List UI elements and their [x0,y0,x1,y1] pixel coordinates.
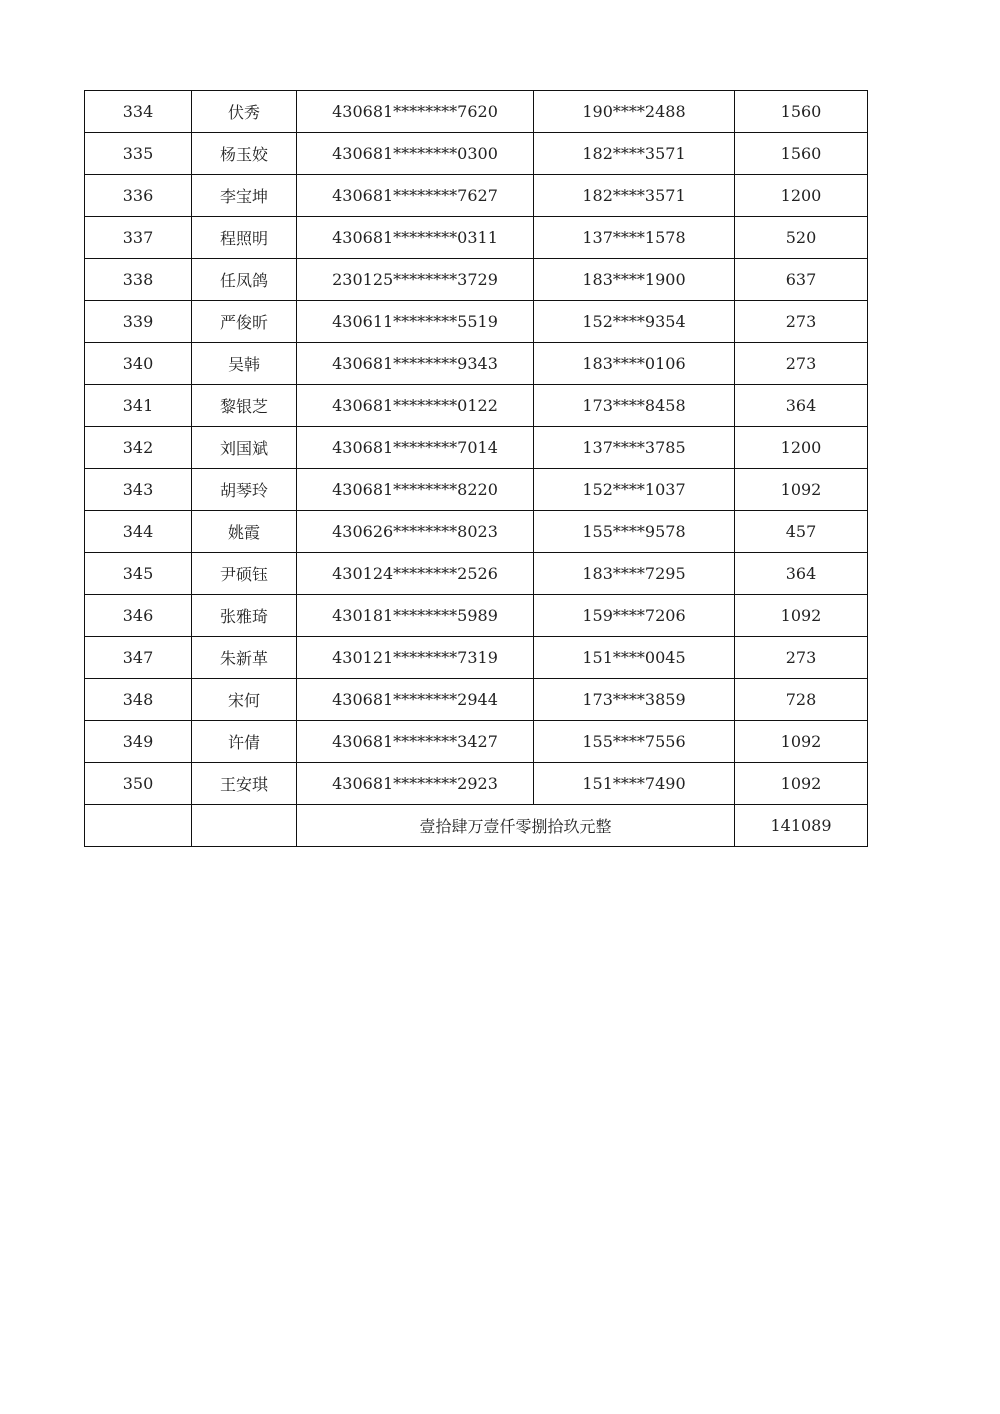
row-number: 341 [85,385,192,427]
id-number: 430124********2526 [297,553,534,595]
phone-number: 183****7295 [534,553,735,595]
row-number: 350 [85,763,192,805]
row-number: 334 [85,91,192,133]
phone-number: 137****1578 [534,217,735,259]
id-number: 430681********7627 [297,175,534,217]
row-number: 344 [85,511,192,553]
phone-number: 182****3571 [534,175,735,217]
phone-number: 155****9578 [534,511,735,553]
phone-number: 159****7206 [534,595,735,637]
row-number: 348 [85,679,192,721]
table-row [85,637,868,679]
amount: 273 [735,343,868,385]
person-name: 伏秀 [192,91,297,133]
row-number: 338 [85,259,192,301]
id-number: 230125********3729 [297,259,534,301]
id-number: 430681********7620 [297,91,534,133]
amount: 1092 [735,763,868,805]
id-number: 430681********9343 [297,343,534,385]
row-number: 343 [85,469,192,511]
table-row [85,679,868,721]
table-body [85,91,868,847]
table-row [85,469,868,511]
phone-number: 155****7556 [534,721,735,763]
person-name: 程照明 [192,217,297,259]
row-number: 337 [85,217,192,259]
person-name: 胡琴玲 [192,469,297,511]
id-number: 430681********7014 [297,427,534,469]
row-number: 342 [85,427,192,469]
amount: 1092 [735,595,868,637]
person-name: 严俊昕 [192,301,297,343]
phone-number: 183****0106 [534,343,735,385]
amount: 1092 [735,721,868,763]
total-empty-cell [192,805,297,847]
person-name: 黎银芝 [192,385,297,427]
table-row [85,385,868,427]
person-name: 张雅琦 [192,595,297,637]
table-row [85,259,868,301]
table-row [85,175,868,217]
phone-number: 190****2488 [534,91,735,133]
person-name: 姚霞 [192,511,297,553]
amount: 1560 [735,91,868,133]
phone-number: 183****1900 [534,259,735,301]
table-row [85,343,868,385]
amount: 273 [735,301,868,343]
amount: 520 [735,217,868,259]
row-number: 346 [85,595,192,637]
row-number: 339 [85,301,192,343]
amount: 364 [735,385,868,427]
table-row [85,301,868,343]
person-name: 许倩 [192,721,297,763]
person-name: 杨玉姣 [192,133,297,175]
table-row [85,427,868,469]
total-empty-cell [85,805,192,847]
phone-number: 152****1037 [534,469,735,511]
amount: 728 [735,679,868,721]
person-name: 刘国斌 [192,427,297,469]
table-row [85,721,868,763]
person-name: 王安琪 [192,763,297,805]
id-number: 430681********0300 [297,133,534,175]
row-number: 335 [85,133,192,175]
table-row [85,511,868,553]
phone-number: 173****3859 [534,679,735,721]
id-number: 430681********0311 [297,217,534,259]
table-row [85,595,868,637]
row-number: 345 [85,553,192,595]
id-number: 430181********5989 [297,595,534,637]
payment-list-table [84,90,868,847]
amount: 1200 [735,427,868,469]
amount: 273 [735,637,868,679]
amount: 457 [735,511,868,553]
id-number: 430121********7319 [297,637,534,679]
table-row [85,763,868,805]
person-name: 吴韩 [192,343,297,385]
amount: 637 [735,259,868,301]
id-number: 430681********2944 [297,679,534,721]
total-amount-in-words: 壹拾肆万壹仟零捌拾玖元整 [297,805,735,847]
phone-number: 151****0045 [534,637,735,679]
person-name: 任凤鸽 [192,259,297,301]
person-name: 尹硕钰 [192,553,297,595]
phone-number: 182****3571 [534,133,735,175]
phone-number: 173****8458 [534,385,735,427]
table-row [85,553,868,595]
amount: 1560 [735,133,868,175]
id-number: 430681********3427 [297,721,534,763]
id-number: 430681********8220 [297,469,534,511]
amount: 1092 [735,469,868,511]
table-row [85,217,868,259]
amount: 1200 [735,175,868,217]
amount: 364 [735,553,868,595]
table-row [85,133,868,175]
row-number: 336 [85,175,192,217]
row-number: 347 [85,637,192,679]
person-name: 李宝坤 [192,175,297,217]
row-number: 340 [85,343,192,385]
id-number: 430681********2923 [297,763,534,805]
person-name: 朱新革 [192,637,297,679]
person-name: 宋何 [192,679,297,721]
total-amount: 141089 [735,805,868,847]
id-number: 430611********5519 [297,301,534,343]
id-number: 430681********0122 [297,385,534,427]
id-number: 430626********8023 [297,511,534,553]
phone-number: 152****9354 [534,301,735,343]
phone-number: 151****7490 [534,763,735,805]
table-row [85,91,868,133]
total-row [85,805,868,847]
row-number: 349 [85,721,192,763]
phone-number: 137****3785 [534,427,735,469]
